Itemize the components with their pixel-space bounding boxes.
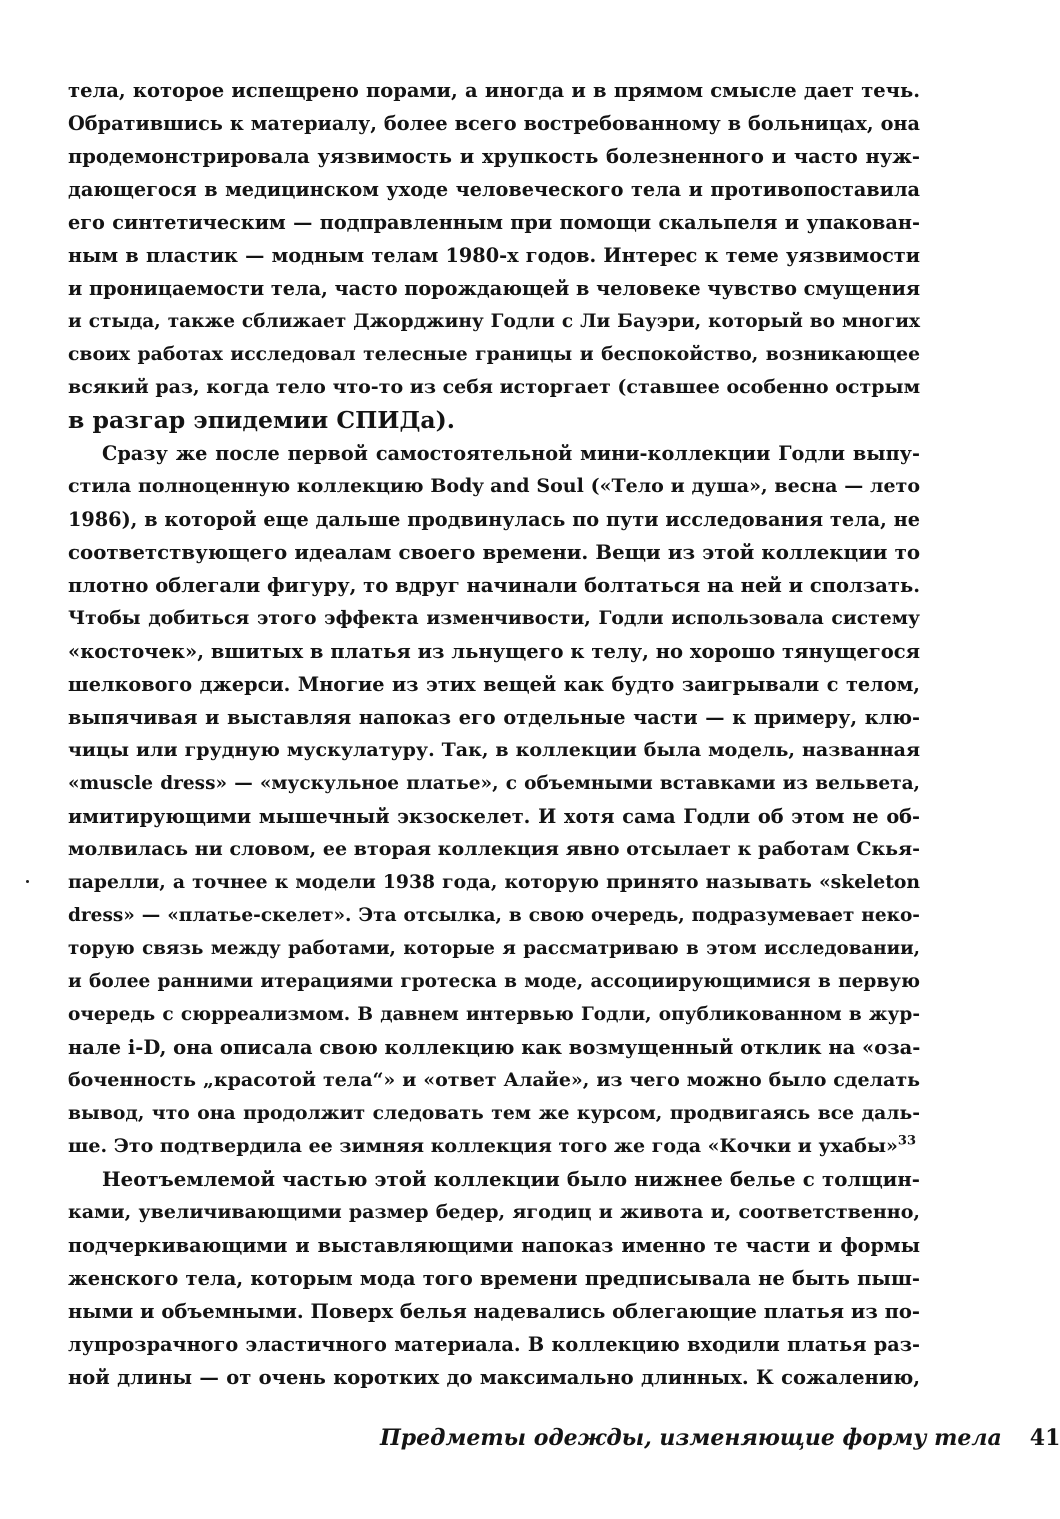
text-line: подчеркивающими и выставляющими напоказ именно те части и формы (68, 1234, 920, 1257)
running-title: Предметы одежды, изменяющие форму тела (380, 1425, 1002, 1451)
text-line: очередь с сюрреализмом. В давнем интервью Годли, опубликованном в жур- (68, 1004, 920, 1025)
text-line: и более ранними итерациями гротеска в моде, ассоциирующимися в первую (68, 971, 920, 992)
text-line: «косточек», вшитых в платья из льнущего к телу, но хорошо тянущегося (68, 640, 920, 663)
page-number: 41 (1029, 1425, 1060, 1451)
text-line: плотно облегали фигуру, то вдруг начинали болтаться на ней и сползать. (68, 574, 920, 597)
text-line: боченность „красотой тела“» и «ответ Алайе», из чего можно было сделать (68, 1069, 920, 1091)
paragraph-2 (68, 437, 920, 1163)
text-line: выпячивая и выставляя напоказ его отдельные части — к примеру, клю- (68, 706, 920, 729)
text-line: в разгар эпидемии СПИДа). (68, 406, 455, 434)
text-line: 1986), в которой еще дальше продвинулась по пути исследования тела, не (68, 508, 920, 531)
text-line: шелкового джерси. Многие из этих вещей как будто заигрывали с телом, (68, 673, 920, 696)
text-line: всякий раз, когда тело что-то из себя исторгает (ставшее особенно острым (68, 376, 921, 398)
text-line: ными и объемными. Поверх белья надевались облегающие платья из по- (68, 1300, 920, 1323)
text-line: dress» — «платье-скелет». Эта отсылка, в свою очередь, подразумевает неко- (68, 905, 920, 926)
footnote-ref[interactable]: 33 (897, 1133, 916, 1149)
text-line: и стыда, также сближает Джорджину Годли с Ли Бауэри, который во многих (68, 311, 920, 332)
text-line: лупрозрачного эластичного материала. В коллекцию входили платья раз- (68, 1333, 920, 1356)
text-line: торую связь между работами, которые я рассматриваю в этом исследовании, (68, 938, 920, 959)
text-line-with-footnote (68, 1130, 920, 1163)
text-line: тела, которое испещрено порами, а иногда и в прямом смысле дает течь. (68, 79, 920, 102)
text-line: чицы или грудную мускулатуру. Так, в коллекции была модель, названная (68, 739, 920, 761)
paragraph-3 (68, 1163, 920, 1394)
text-line: соответствующего идеалам своего времени. Вещи из этой коллекции то (68, 540, 920, 564)
text-line: Сразу же после первой самостоятельной мини-коллекции Годли выпу- (102, 442, 920, 465)
text-line: ным в пластик — модным телам 1980-х годов. Интерес к теме уязвимости (68, 244, 920, 267)
scan-speck (26, 880, 29, 883)
text-line: «muscle dress» — «мускульное платье», с объемными вставками из вельвета, (68, 773, 920, 794)
text-line: нале i-D, она описала свою коллекцию как возмущенный отклик на «оза- (68, 1036, 921, 1059)
text-line: дающегося в медицинском уходе человеческого тела и противопоставила (68, 178, 920, 201)
text-line: ной длины — от очень коротких до максимально длинных. К сожалению, (68, 1366, 920, 1389)
text-line: имитирующими мышечный экзоскелет. И хотя сама Годли об этом не об- (68, 805, 920, 828)
text-line: своих работах исследовал телесные границы и беспокойство, возникающее (68, 343, 920, 365)
text-line: и проницаемости тела, часто порождающей в человеке чувство смущения (68, 277, 921, 300)
page-body (68, 74, 920, 1394)
page-footer (380, 1425, 1060, 1451)
text-line: парелли, а точнее к модели 1938 года, которую принято называть «skeleton (68, 871, 920, 893)
text-line: Обратившись к материалу, более всего востребованному в больницах, она (68, 112, 920, 135)
text-line: продемонстрировала уязвимость и хрупкость болезненного и часто нуж- (68, 145, 920, 168)
text-line: ше. Это подтвердила ее зимняя коллекция того же года «Кочки и ухабы» (68, 1135, 898, 1157)
text-line: стила полноценную коллекцию Body and Soul («Тело и душа», весна — лето (68, 475, 920, 497)
text-line: молвилась ни словом, ее вторая коллекция явно отсылает к работам Скья- (68, 838, 920, 860)
text-line: Чтобы добиться этого эффекта изменчивости, Годли использовала систему (68, 607, 920, 629)
text-line: его синтетическим — подправленным при помощи скальпеля и упакован- (68, 211, 920, 234)
text-line: женского тела, которым мода того времени предписывала не быть пыш- (68, 1267, 920, 1290)
paragraph-1 (68, 74, 920, 437)
text-line: вывод, что она продолжит следовать тем же курсом, продвигаясь все даль- (68, 1102, 920, 1124)
text-line: Неотъемлемой частью этой коллекции было нижнее белье с толщин- (102, 1167, 920, 1191)
text-line: ками, увеличивающими размер бедер, ягодиц и живота и, соответственно, (68, 1201, 920, 1223)
